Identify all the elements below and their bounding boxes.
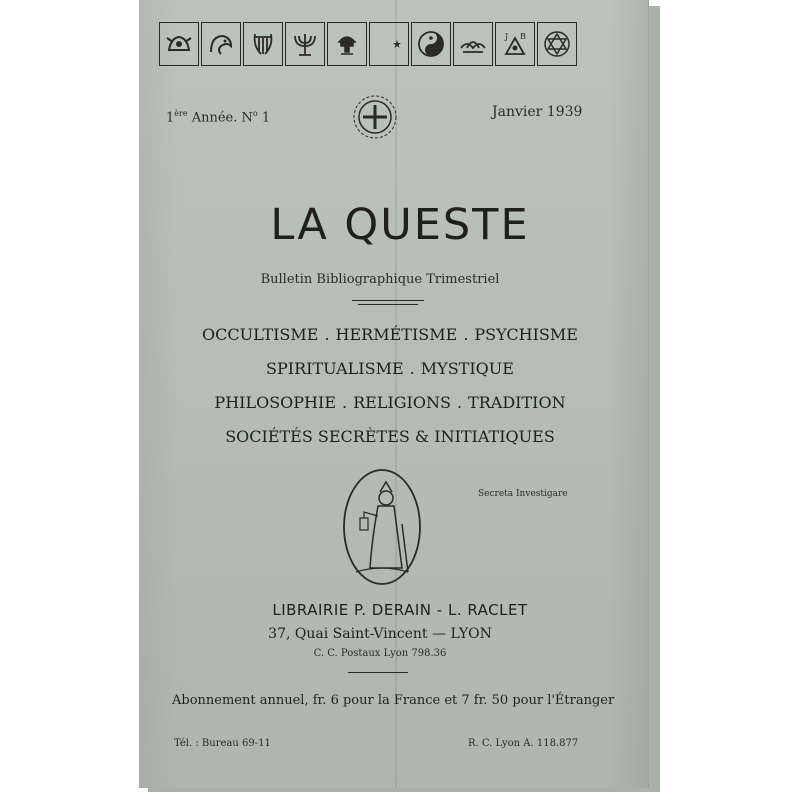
sphinx-icon xyxy=(159,22,199,66)
topic-separator: . xyxy=(324,325,330,344)
topic-separator: . xyxy=(409,359,415,378)
topic: MYSTIQUE xyxy=(420,359,514,378)
hermit-medallion-icon xyxy=(342,468,422,586)
topic: SPIRITUALISME xyxy=(266,359,404,378)
motto: Secreta Investigare xyxy=(478,489,568,499)
topics-list xyxy=(140,318,640,454)
registration-number: R. C. Lyon A. 118.877 xyxy=(468,738,579,749)
lyre-icon xyxy=(243,22,283,66)
topic: HERMÉTISME xyxy=(335,325,458,344)
brazier-icon xyxy=(327,22,367,66)
topics-line-3 xyxy=(140,386,640,420)
topic: PSYCHISME xyxy=(474,325,578,344)
page-title: LA QUESTE xyxy=(270,200,530,250)
subtitle: Bulletin Bibliographique Trimestriel xyxy=(260,272,500,287)
svg-text:B: B xyxy=(520,32,526,41)
yin-yang-icon xyxy=(411,22,451,66)
topics-line-2 xyxy=(140,352,640,386)
publisher-name: LIBRAIRIE P. DERAIN - L. RACLET xyxy=(272,601,528,619)
menorah-icon xyxy=(285,22,325,66)
crescent-icon xyxy=(369,22,409,66)
divider xyxy=(358,304,418,305)
topic: OCCULTISME xyxy=(202,325,319,344)
topic-separator: . xyxy=(342,393,348,412)
issue-date: Janvier 1939 xyxy=(492,104,583,120)
divider xyxy=(352,300,424,301)
hexagram-icon xyxy=(537,22,577,66)
topic-separator: . xyxy=(456,393,463,412)
issue-number: 1ère Année. $N^o$ 1 xyxy=(166,109,271,126)
svg-text:J: J xyxy=(505,32,509,41)
esoteric-symbols-row xyxy=(159,22,577,66)
cross-emblem-icon xyxy=(346,90,404,144)
postal-account: C. C. Postaux Lyon 798.36 xyxy=(313,648,447,659)
telephone: Tél. : Bureau 69-11 xyxy=(174,738,271,749)
topic: RELIGIONS xyxy=(353,393,451,412)
lion-icon xyxy=(201,22,241,66)
lotus-icon xyxy=(453,22,493,66)
divider xyxy=(348,672,408,673)
topic: PHILOSOPHIE xyxy=(214,393,336,412)
topic-separator: . xyxy=(463,325,469,344)
topics-line-4: SOCIÉTÉS SECRÈTES & INITIATIQUES xyxy=(225,427,555,446)
topics-line-1 xyxy=(140,318,640,352)
subscription-info: Abonnement annuel, fr. 6 pour la France et 7 fr. 50 pour l'Étranger xyxy=(172,693,615,708)
jb-pillars-icon xyxy=(495,22,535,66)
topic: TRADITION xyxy=(468,393,566,412)
publisher-address: 37, Quai Saint-Vincent — LYON xyxy=(268,626,492,642)
